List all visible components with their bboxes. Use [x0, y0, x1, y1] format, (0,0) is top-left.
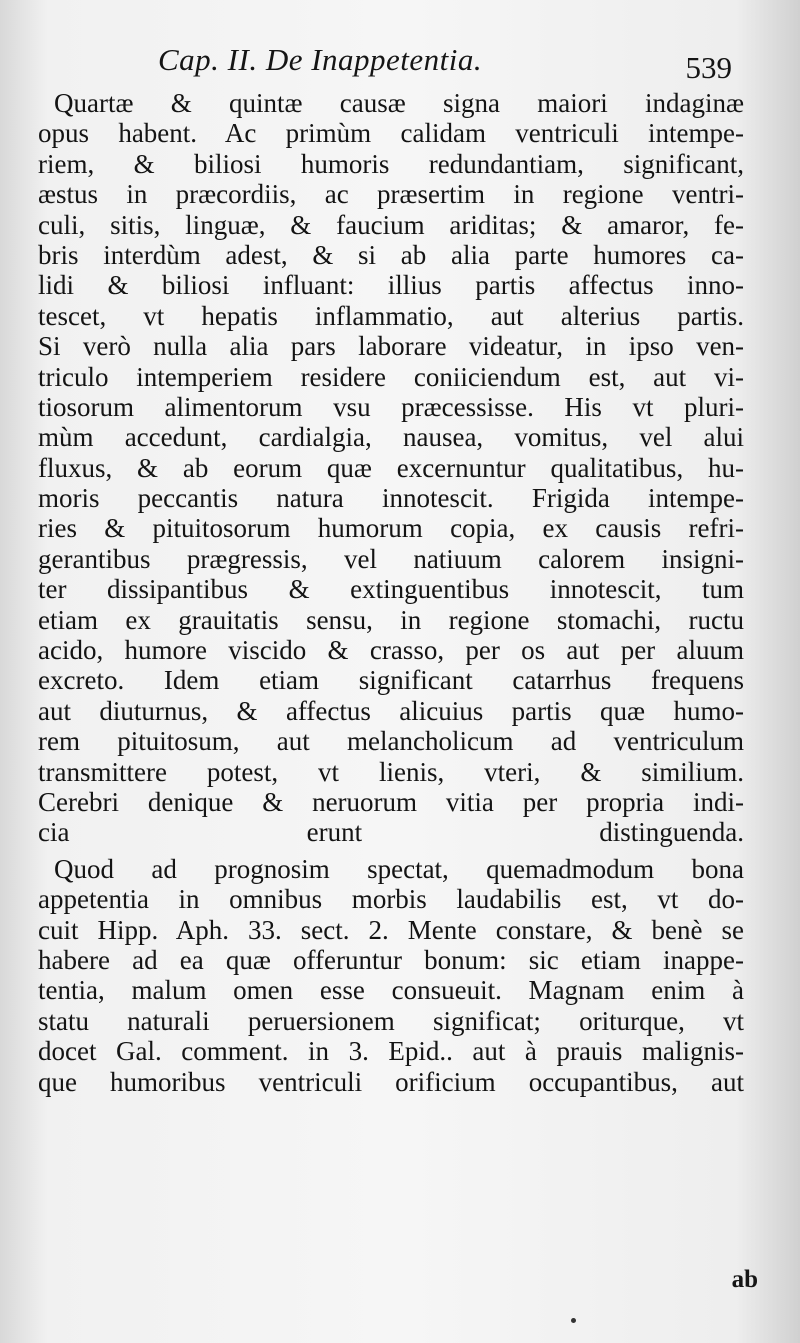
- text-line: rem pituitosum, aut melancholicum ad ventriculum: [38, 726, 744, 757]
- ink-speck: [571, 1318, 576, 1323]
- text-line: cia erunt distinguenda.: [38, 817, 744, 848]
- text-line: excreto. Idem etiam significant catarrhus frequens: [38, 665, 744, 696]
- running-title: Cap. II. De Inappetentia.: [158, 42, 483, 77]
- text-line: aut diuturnus, & affectus alicuius partis quæ humo-: [38, 695, 744, 726]
- text-line: Si verò nulla alia pars laborare videatur, in ipso ven-: [38, 331, 744, 362]
- text-line: docet Gal. comment. in 3. Epid.. aut à prauis malignis-: [38, 1036, 744, 1067]
- text-line: æstus in præcordiis, ac præsertim in regione ventri-: [38, 179, 744, 210]
- body-text: [38, 88, 744, 1097]
- text-line: Quod ad prognosim spectat, quemadmodum bona: [54, 853, 744, 884]
- text-line: statu naturali peruersionem significat; oriturque, vt: [38, 1005, 744, 1036]
- text-line: tentia, malum omen esse consueuit. Magnam enim à: [38, 975, 744, 1006]
- text-line: habere ad ea quæ offeruntur bonum: sic etiam inappe-: [38, 944, 744, 975]
- text-line: ries & pituitosorum humorum copia, ex causis refri-: [38, 513, 744, 544]
- text-line: acido, humore viscido & crasso, per os aut per aluum: [38, 635, 744, 666]
- page-number: 539: [685, 50, 732, 85]
- text-line: bris interdùm adest, & si ab alia parte humores ca-: [38, 239, 744, 270]
- text-line: fluxus, & ab eorum quæ excernuntur qualitatibus, hu-: [38, 452, 744, 483]
- text-line: mùm accedunt, cardialgia, nausea, vomitus, vel alui: [38, 422, 744, 453]
- text-line: moris peccantis natura innotescit. Frigida intempe-: [38, 483, 744, 514]
- text-line: riem, & biliosi humoris redundantiam, significant,: [38, 148, 744, 179]
- text-line: Quartæ & quintæ causæ signa maiori indaginæ: [54, 88, 744, 118]
- text-line: etiam ex grauitatis sensu, in regione stomachi, ructu: [38, 604, 744, 635]
- text-line: triculo intemperiem residere coniiciendum est, aut vi-: [38, 361, 744, 392]
- text-line: opus habent. Ac primùm calidam ventriculi intempe-: [38, 118, 744, 149]
- text-line: gerantibus prægressis, vel natiuum calorem insigni-: [38, 543, 744, 574]
- paragraph: [38, 854, 744, 1097]
- page-header: [40, 38, 760, 86]
- text-line: tiosorum alimentorum vsu præcessisse. His vt pluri-: [38, 391, 744, 422]
- text-line: cuit Hipp. Aph. 33. sect. 2. Mente constare, & benè se: [38, 914, 744, 945]
- paragraph: [38, 88, 744, 848]
- text-line: appetentia in omnibus morbis laudabilis est, vt do-: [38, 884, 744, 915]
- text-line: culi, sitis, linguæ, & faucium ariditas; & amaror, fe-: [38, 209, 744, 240]
- text-line: que humoribus ventriculi orificium occupantibus, aut: [38, 1066, 744, 1097]
- catchword: ab: [731, 1266, 758, 1293]
- text-line: lidi & biliosi influant: illius partis affectus inno-: [38, 270, 744, 301]
- text-line: ter dissipantibus & extinguentibus innotescit, tum: [38, 574, 744, 605]
- text-line: transmittere potest, vt lienis, vteri, & similium.: [38, 756, 744, 787]
- text-line: tescet, vt hepatis inflammatio, aut alterius partis.: [38, 300, 744, 331]
- text-line: Cerebri denique & neruorum vitia per propria indi-: [38, 786, 744, 817]
